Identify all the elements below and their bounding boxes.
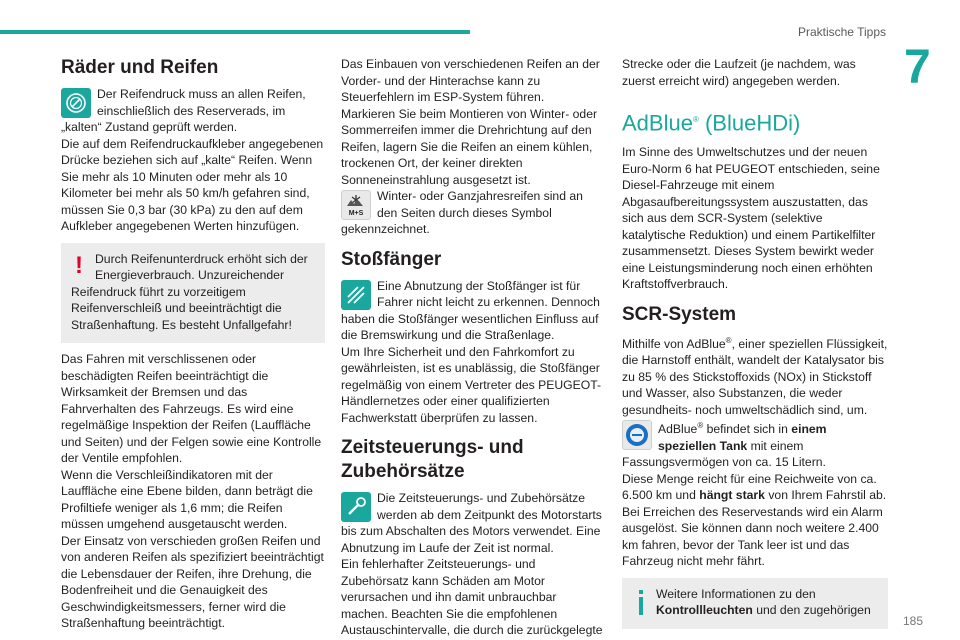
paragraph: Strecke oder die Laufzeit (je nachdem, was zuerst erreicht wird) angegeben werden. bbox=[622, 57, 856, 88]
column-3 bbox=[622, 56, 888, 637]
paragraph: Die auf dem Reifendruckaufkleber angegebenen Drücke beziehen sich auf „kalte“ Reifen. Wenn Sie mehr als 10 Minuten oder mehr als 10 Kilometer bei mehr als 50 km/h gefahren sind, müssen Sie 0,3 bar (30 kPa) zu den auf dem Aufkleber angegebenen Werten hinzufügen. bbox=[61, 136, 324, 233]
heading-bumpers: Stoßfänger bbox=[341, 248, 442, 270]
paragraph: Ein fehlerhafter Zeitsteuerungs- und Zubehörsatz kann Schäden am Motor verursachen und ihn damit unbrauchbar machen. Beachten Sie die empfohlenen Austauschintervalle, die durch die zurückgelegte bbox=[341, 557, 603, 637]
paragraph: Um Ihre Sicherheit und den Fahrkomfort zu gewährleisten, ist es unablässig, die Stoßfänger regelmäßig von einem Vertreter des PEUGEOT-Händlernetzes oder einer qualifizierten Fachwerkstatt überprüfen zu lassen. bbox=[341, 344, 602, 425]
tire-pressure-icon bbox=[61, 88, 91, 118]
mud-snow-icon bbox=[341, 190, 371, 220]
adblue-tank-text: AdBlue® befindet sich in einem speziellen Tank mit einem Fassungsvermögen von ca. 15 Litern. bbox=[622, 421, 827, 470]
timing-text: Die Zeitsteuerungs- und Zubehörsätze werden ab dem Zeitpunkt des Motorstarts bis zum Abschalten des Motors verwendet. Eine Abnutzung im Laufe der Zeit ist normal. bbox=[341, 491, 602, 555]
column-1 bbox=[61, 56, 325, 632]
page-number: 185 bbox=[902, 614, 923, 628]
adblue-tank-icon bbox=[622, 420, 652, 450]
mud-snow-text: Winter- oder Ganzjahresreifen sind an den Seiten durch dieses Symbol gekennzeichnet. bbox=[341, 189, 583, 236]
section-title: Praktische Tipps bbox=[797, 25, 886, 39]
warning-text: Durch Reifenunterdruck erhöht sich der Energieverbrauch. Unzureichender Reifendruck führt zu vorzeitigem Reifenverschleiß und beeinträchtigt die Straßenhaftung. Es besteht Unfallgefahr! bbox=[71, 251, 308, 332]
bumper-icon bbox=[341, 280, 371, 310]
warning-icon: ! bbox=[75, 251, 83, 279]
column-2 bbox=[341, 56, 605, 639]
adblue-tank-block bbox=[622, 418, 888, 471]
heading-timing-kits: Zeitsteuerungs- und Zubehörsätze bbox=[341, 437, 524, 482]
mud-snow-block bbox=[341, 188, 605, 238]
header-accent-bar bbox=[0, 30, 470, 34]
heading-scr-system: SCR-System bbox=[622, 303, 737, 325]
tire-pressure-block bbox=[61, 86, 325, 136]
info-text: Weitere Informationen zu den Kontrollleuchten und den zugehörigen bbox=[656, 586, 871, 618]
info-note bbox=[622, 578, 888, 629]
info-icon bbox=[636, 586, 646, 615]
chapter-number: 7 bbox=[904, 41, 931, 94]
heading-adblue: AdBlue® (BlueHDi) bbox=[622, 110, 801, 136]
bumper-text: Eine Abnutzung der Stoßfänger ist für Fahrer nicht leicht zu erkennen. Dennoch haben die Stoßfänger wesentlichen Einfluss auf die Bremswirkung und die Straßenlage. bbox=[341, 278, 600, 342]
tire-pressure-text: Der Reifendruck muss an allen Reifen, einschließlich des Reserverads, im „kalten“ Zustand geprüft werden. bbox=[61, 87, 306, 134]
paragraph: Im Sinne des Umweltschutzes und der neuen Euro-Norm 6 hat PEUGEOT entschieden, seine Diesel-Fahrzeuge mit einem Abgasaufbereitungssystem auszustatten, das sich aus dem SCR-System (selektive katalytische Reduktion) und einem Partikelfilter zusammensetzt. Dieses System bewirkt weder eine Leistungsminderung noch einen erhöhten Kraftstoffverbrauch. bbox=[622, 145, 880, 292]
paragraph: Das Fahren mit verschlissenen oder beschädigten Reifen beeinträchtigt die Wirksamkeit der Bremsen und das Fahrverhalten des Fahrzeugs. Es wird eine regelmäßige Inspektion der Reifen (Lauffläche und Seiten) und der Felgen sowie eine Kontrolle der Ventile empfohlen. bbox=[61, 352, 322, 465]
mud-snow-label: M+S bbox=[348, 210, 364, 217]
timing-belt-icon bbox=[341, 492, 371, 522]
paragraph: Bei Erreichen des Reservestands wird ein Alarm ausgelöst. Sie können dann noch weitere 2.400 km fahren, bevor der Tank leer ist und das Fahrzeug nicht mehr fährt. bbox=[622, 504, 883, 569]
paragraph: Der Einsatz von verschieden großen Reifen und von anderen Reifen als spezifiziert beeinträchtigt die Lebensdauer der Reifen, ihre Drehung, die Bodenfreiheit und die Genauigkeit des Geschwindigkeitsmessers, ferner wird die Straßenhaftung beeinträchtigt. bbox=[61, 533, 324, 630]
heading-wheels-tyres: Räder und Reifen bbox=[61, 57, 219, 78]
paragraph: Markieren Sie beim Montieren von Winter- oder Sommerreifen immer die Drehrichtung auf den Reifen, lagern Sie die Reifen an einem kühlen, trockenen Ort, der keiner direkten Sonneneinstrahlung ausgesetzt ist. bbox=[341, 106, 598, 187]
paragraph: Wenn die Verschleißindikatoren mit der Lauffläche eine Ebene bilden, dann beträgt die Profiltiefe weniger als 1,6 mm; die Reifen müssen umgehend ausgetauscht werden. bbox=[61, 467, 313, 531]
paragraph: Diese Menge reicht für eine Reichweite von ca. 6.500 km und hängt stark von Ihrem Fahrstil ab. bbox=[622, 471, 887, 503]
timing-block bbox=[341, 490, 605, 556]
paragraph: Das Einbauen von verschiedenen Reifen an der Vorder- und der Hinterachse kann zu Steuerfehlern im ESP-System führen. bbox=[341, 57, 600, 104]
paragraph: Mithilfe von AdBlue®, einer speziellen Flüssigkeit, die Harnstoff enthält, wandelt der Katalysator bis zu 85 % des Stickstoffoxids (NOx) in Stickstoff und Wasser, also Substanzen, die weder gesundheits- noch umweltschädlich sind, um. bbox=[622, 335, 888, 417]
bumper-block bbox=[341, 278, 605, 344]
warning-note bbox=[61, 243, 325, 344]
